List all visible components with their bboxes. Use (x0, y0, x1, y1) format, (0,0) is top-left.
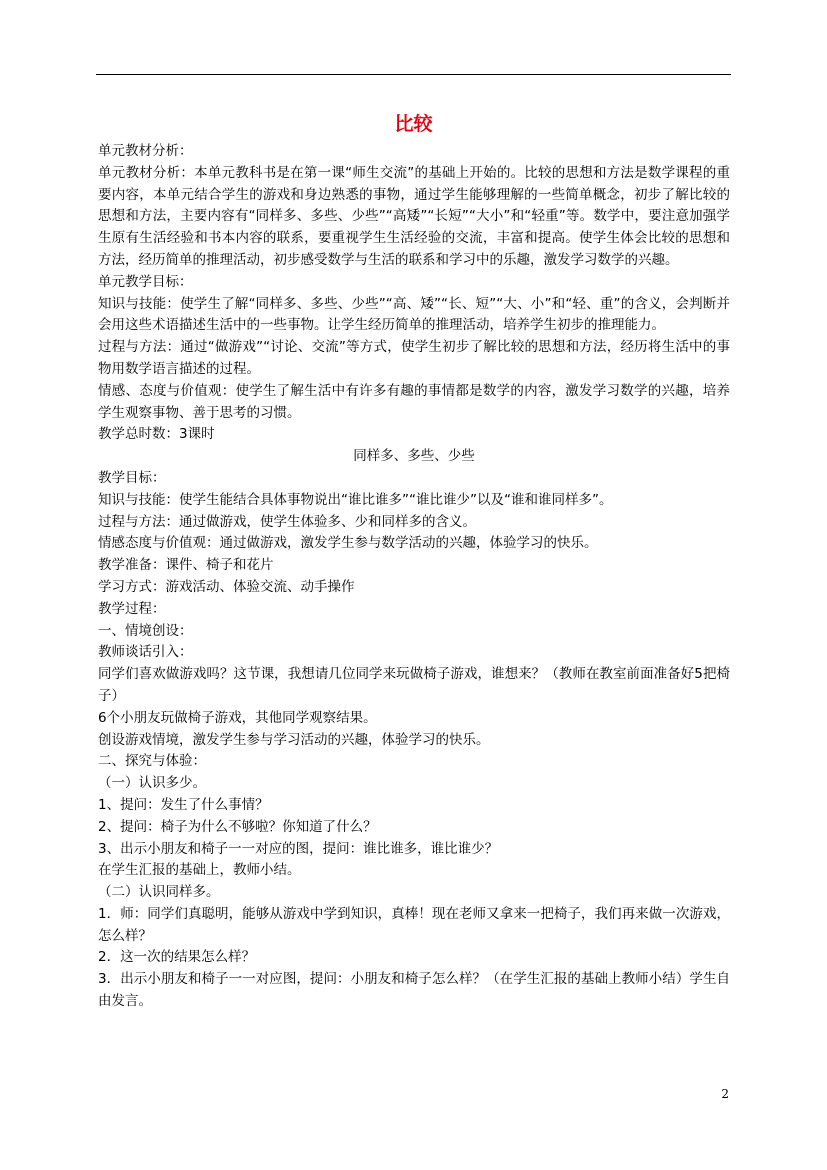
paragraph: 知识与技能：使学生能结合具体事物说出“谁比谁多”“谁比谁少”以及“谁和谁同样多”。 (98, 491, 613, 508)
paragraph: 教学过程： (98, 600, 166, 617)
paragraph: 教学目标： (98, 469, 166, 486)
paragraph: 在学生汇报的基础上，教师小结。 (98, 862, 301, 879)
paragraph: 3、出示小朋友和椅子一一对应的图，提问：谁比谁多，谁比谁少？ (98, 840, 499, 857)
paragraph: 2．这一次的结果怎么样？ (98, 949, 256, 966)
paragraph: 二、探究与体验： (98, 753, 206, 770)
paragraph: 情感态度与价值观：通过做游戏，激发学生参与数学活动的兴趣，体验学习的快乐。 (98, 535, 598, 552)
page-number: 2 (721, 1087, 729, 1101)
paragraph: 知识与技能：使学生了解“同样多、多些、少些”“高、矮”“长、短”“大、小”和“轻、重”的含义，会判断并会用这些术语描述生活中的一些事物。让学生经历简单的推理活动，培养学生初步的推理能力。 (98, 295, 730, 334)
paragraph: 过程与方法：通过做游戏，使学生体验多、少和同样多的含义。 (98, 513, 476, 530)
paragraph: 2、提问：椅子为什么不够啦？你知道了什么？ (98, 818, 377, 835)
paragraph: 单元教学目标： (98, 273, 193, 290)
paragraph: 3．出示小朋友和椅子一一对应图，提问：小朋友和椅子怎么样？（在学生汇报的基础上教师小结）学生自由发言。 (98, 971, 730, 1010)
paragraph: 单元教材分析：本单元教科书是在第一课“师生交流”的基础上开始的。比较的思想和方法是数学课程的重要内容，本单元结合学生的游戏和身边熟悉的事物，通过学生能够理解的一些简单概念，初步了解比较的思想和方法，主要内容有“同样多、多些、少些”“高矮”“长短”“大小”和“轻重”等。数学中，要注意加强学生原有生活经验和书本内容的联系，要重视学生生活经验的交流，丰富和提高。使学生体会比较的思想和方法，经历简单的推理活动，初步感受数学与生活的联系和学习中的乐趣，激发学习数学的兴趣。 (98, 164, 730, 268)
section-heading: 同样多、多些、少些 (353, 448, 475, 465)
paragraph: 一、情境创设： (98, 622, 193, 639)
paragraph: 同学们喜欢做游戏吗？这节课，我想请几位同学来玩做椅子游戏，谁想来？（教师在教室前面准备好5把椅子） (98, 666, 730, 704)
document-title: 比较 (394, 113, 433, 135)
paragraph: 过程与方法：通过“做游戏”“讨论、交流”等方式，使学生初步了解比较的思想和方法，经历将生活中的事物用数学语言描述的过程。 (98, 339, 730, 377)
paragraph: 情感、态度与价值观：使学生了解生活中有许多有趣的事情都是数学的内容，激发学习数学的兴趣，培养学生观察事物、善于思考的习惯。 (98, 382, 730, 421)
paragraph: 教师谈话引入： (98, 644, 193, 661)
paragraph: （二）认识同样多。 (98, 884, 220, 901)
paragraph: 创设游戏情境，激发学生参与学习活动的兴趣，体验学习的快乐。 (98, 731, 490, 748)
header-rule (96, 74, 731, 75)
paragraph: 1．师：同学们真聪明，能够从游戏中学到知识，真棒！现在老师又拿来一把椅子，我们再来做一次游戏，怎么样？ (98, 905, 730, 944)
paragraph: 学习方式：游戏活动、体验交流、动手操作 (98, 578, 355, 595)
paragraph: （一）认识多少。 (98, 775, 206, 792)
document-body (98, 141, 730, 1013)
paragraph: 单元教材分析： (98, 143, 193, 159)
paragraph: 6个小朋友玩做椅子游戏，其他同学观察结果。 (98, 709, 377, 726)
paragraph: 教学总时数：3课时 (98, 426, 215, 443)
paragraph: 1、提问：发生了什么事情？ (98, 796, 269, 813)
paragraph: 教学准备：课件、椅子和花片 (98, 557, 274, 574)
